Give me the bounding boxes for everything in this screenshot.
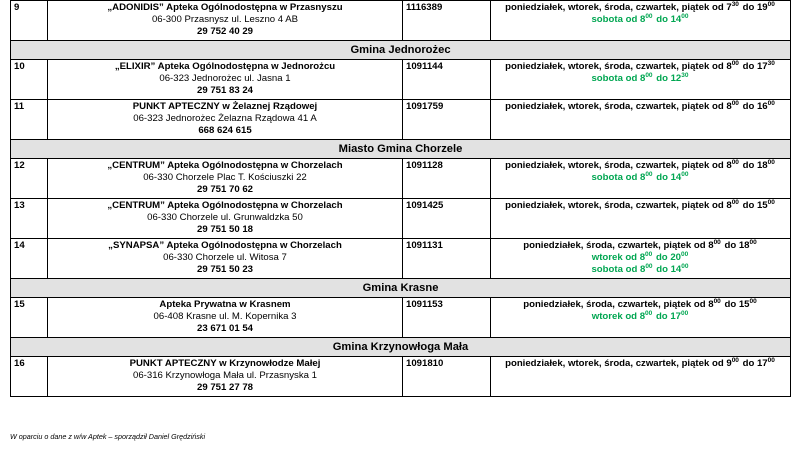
pharmacy-info-cell: [48, 357, 403, 397]
minutes-superscript: 30: [681, 72, 689, 79]
pharmacy-row: [11, 239, 791, 279]
minutes-superscript: 00: [645, 263, 653, 270]
minutes-superscript: 00: [645, 251, 653, 258]
hours-text: poniedziałek, wtorek, środa, czwartek, piątek od 8: [505, 61, 732, 72]
hours-text: do 17: [739, 358, 768, 369]
pharmacy-name: „ELIXIR” Apteka Ogólnodostępna w Jednorożcu: [114, 61, 336, 72]
opening-hours-cell: [491, 1, 791, 41]
hours-text: do 18: [721, 240, 750, 251]
special-hours-line: [494, 264, 787, 276]
opening-hours-cell: [491, 159, 791, 199]
weekday-hours-line: [494, 200, 787, 212]
pharmacy-row: [11, 100, 791, 140]
gmina-header: Miasto Gmina Chorzele: [11, 140, 791, 159]
minutes-superscript: 00: [645, 171, 653, 178]
minutes-superscript: 00: [749, 298, 757, 305]
minutes-superscript: 00: [645, 13, 653, 20]
weekday-hours-line: [494, 101, 787, 113]
hours-text: do 15: [721, 299, 750, 310]
row-number: 15: [11, 298, 48, 338]
hours-text: do 19: [739, 2, 768, 13]
row-number: 11: [11, 100, 48, 140]
hours-text: do 16: [739, 101, 768, 112]
gmina-header-row: [11, 279, 791, 298]
row-number: 9: [11, 1, 48, 41]
minutes-superscript: 00: [681, 171, 689, 178]
row-number: 14: [11, 239, 48, 279]
row-number: 13: [11, 199, 48, 239]
opening-hours-cell: [491, 199, 791, 239]
pharmacy-address: 06-300 Przasnysz ul. Leszno 4 AB: [151, 14, 299, 25]
hours-text: poniedziałek, środa, czwartek, piątek od 8: [523, 240, 714, 251]
minutes-superscript: 00: [767, 159, 775, 166]
footnote: W oparciu o dane z w/w Aptek – sporządził Daniel Grędziński: [10, 432, 206, 441]
minutes-superscript: 00: [713, 298, 721, 305]
pharmacy-phone: 29 752 40 29: [196, 26, 254, 37]
minutes-superscript: 00: [681, 310, 689, 317]
pharmacy-table-body: [11, 1, 791, 397]
weekday-hours-line: [494, 240, 787, 252]
hours-text: poniedziałek, wtorek, środa, czwartek, piątek od 8: [505, 200, 732, 211]
minutes-superscript: 00: [645, 72, 653, 79]
pharmacy-info-cell: [48, 1, 403, 41]
hours-text: do 17: [653, 311, 682, 322]
pharmacy-row: [11, 298, 791, 338]
pharmacy-code: 1091153: [403, 298, 491, 338]
pharmacy-info-cell: [48, 239, 403, 279]
minutes-superscript: 00: [731, 159, 739, 166]
pharmacy-address: 06-330 Chorzele ul. Grunwaldzka 50: [147, 212, 303, 223]
pharmacy-address: 06-330 Chorzele ul. Witosa 7: [163, 252, 287, 263]
pharmacy-address: 06-408 Krasne ul. M. Kopernika 3: [153, 311, 297, 322]
minutes-superscript: 30: [767, 60, 775, 67]
hours-text: do 15: [739, 200, 768, 211]
special-hours-line: [494, 14, 787, 26]
pharmacy-row: [11, 1, 791, 41]
hours-text: do 14: [653, 14, 682, 25]
gmina-header-row: [11, 140, 791, 159]
pharmacy-row: [11, 60, 791, 100]
weekday-hours-line: [494, 61, 787, 73]
pharmacy-name: „ADONIDIS” Apteka Ogólnodostępna w Przasnyszu: [107, 2, 343, 13]
pharmacy-phone: 29 751 27 78: [196, 382, 254, 393]
pharmacy-name: PUNKT APTECZNY w Żelaznej Rządowej: [132, 101, 318, 112]
pharmacy-code: 1091144: [403, 60, 491, 100]
gmina-header: Gmina Jednorożec: [11, 41, 791, 60]
opening-hours-cell: [491, 298, 791, 338]
pharmacy-table: [10, 0, 791, 397]
row-number: 12: [11, 159, 48, 199]
minutes-superscript: 00: [713, 239, 721, 246]
minutes-superscript: 00: [731, 357, 739, 364]
pharmacy-name: PUNKT APTECZNY w Krzynowłodze Małej: [129, 358, 321, 369]
hours-text: do 20: [653, 252, 682, 263]
minutes-superscript: 00: [681, 251, 689, 258]
special-hours-line: [494, 252, 787, 264]
pharmacy-name: „CENTRUM” Apteka Ogólnodostępna w Chorzelach: [107, 160, 343, 171]
hours-text: poniedziałek, środa, czwartek, piątek od 8: [523, 299, 714, 310]
pharmacy-row: [11, 357, 791, 397]
gmina-header: Gmina Krasne: [11, 279, 791, 298]
pharmacy-info-cell: [48, 298, 403, 338]
minutes-superscript: 00: [767, 1, 775, 8]
opening-hours-cell: [491, 357, 791, 397]
minutes-superscript: 00: [767, 100, 775, 107]
weekday-hours-line: [494, 2, 787, 14]
pharmacy-row: [11, 159, 791, 199]
special-hours-line: [494, 311, 787, 323]
minutes-superscript: 00: [645, 310, 653, 317]
pharmacy-info-cell: [48, 60, 403, 100]
weekday-hours-line: [494, 358, 787, 370]
minutes-superscript: 00: [767, 357, 775, 364]
hours-text: sobota od 8: [591, 264, 646, 275]
pharmacy-address: 06-330 Chorzele Plac T. Kościuszki 22: [143, 172, 307, 183]
pharmacy-phone: 29 751 50 18: [196, 224, 254, 235]
pharmacy-phone: 29 751 50 23: [196, 264, 254, 275]
pharmacy-code: 1116389: [403, 1, 491, 41]
hours-text: wtorek od 8: [591, 311, 646, 322]
pharmacy-code: 1091759: [403, 100, 491, 140]
pharmacy-row: [11, 199, 791, 239]
hours-text: do 12: [653, 73, 682, 84]
pharmacy-info-cell: [48, 100, 403, 140]
gmina-header-row: [11, 338, 791, 357]
row-number: 10: [11, 60, 48, 100]
hours-text: poniedziałek, wtorek, środa, czwartek, piątek od 9: [505, 358, 732, 369]
special-hours-line: [494, 172, 787, 184]
pharmacy-name: Apteka Prywatna w Krasnem: [159, 299, 291, 310]
pharmacy-info-cell: [48, 159, 403, 199]
pharmacy-phone: 29 751 83 24: [196, 85, 254, 96]
pharmacy-code: 1091128: [403, 159, 491, 199]
hours-text: sobota od 8: [591, 172, 646, 183]
minutes-superscript: 30: [731, 1, 739, 8]
minutes-superscript: 00: [731, 199, 739, 206]
gmina-header-row: [11, 41, 791, 60]
pharmacy-code: 1091425: [403, 199, 491, 239]
gmina-header: Gmina Krzynowłoga Mała: [11, 338, 791, 357]
minutes-superscript: 00: [731, 60, 739, 67]
row-number: 16: [11, 357, 48, 397]
pharmacy-code: 1091131: [403, 239, 491, 279]
opening-hours-cell: [491, 60, 791, 100]
hours-text: do 14: [653, 172, 682, 183]
hours-text: sobota od 8: [591, 73, 646, 84]
pharmacy-phone: 29 751 70 62: [196, 184, 254, 195]
opening-hours-cell: [491, 100, 791, 140]
hours-text: wtorek od 8: [591, 252, 646, 263]
hours-text: do 18: [739, 160, 768, 171]
pharmacy-phone: 668 624 615: [198, 125, 252, 136]
hours-text: sobota od 8: [591, 14, 646, 25]
minutes-superscript: 00: [681, 13, 689, 20]
hours-text: poniedziałek, wtorek, środa, czwartek, piątek od 7: [505, 2, 732, 13]
pharmacy-info-cell: [48, 199, 403, 239]
hours-text: do 17: [739, 61, 768, 72]
hours-text: poniedziałek, wtorek, środa, czwartek, piątek od 8: [505, 160, 732, 171]
weekday-hours-line: [494, 299, 787, 311]
minutes-superscript: 00: [731, 100, 739, 107]
pharmacy-code: 1091810: [403, 357, 491, 397]
pharmacy-address: 06-316 Krzynowłoga Mała ul. Przasnyska 1: [133, 370, 317, 381]
pharmacy-address: 06-323 Jednorożec ul. Jasna 1: [159, 73, 291, 84]
hours-text: do 14: [653, 264, 682, 275]
minutes-superscript: 00: [767, 199, 775, 206]
pharmacy-address: 06-323 Jednorożec Żelazna Rządowa 41 A: [133, 113, 317, 124]
opening-hours-cell: [491, 239, 791, 279]
weekday-hours-line: [494, 160, 787, 172]
special-hours-line: [494, 73, 787, 85]
pharmacy-name: „SYNAPSA” Apteka Ogólnodostępna w Chorzelach: [108, 240, 342, 251]
pharmacy-phone: 23 671 01 54: [196, 323, 254, 334]
minutes-superscript: 00: [681, 263, 689, 270]
pharmacy-name: „CENTRUM” Apteka Ogólnodostępna w Chorzelach: [107, 200, 343, 211]
hours-text: poniedziałek, wtorek, środa, czwartek, piątek od 8: [505, 101, 732, 112]
minutes-superscript: 00: [749, 239, 757, 246]
